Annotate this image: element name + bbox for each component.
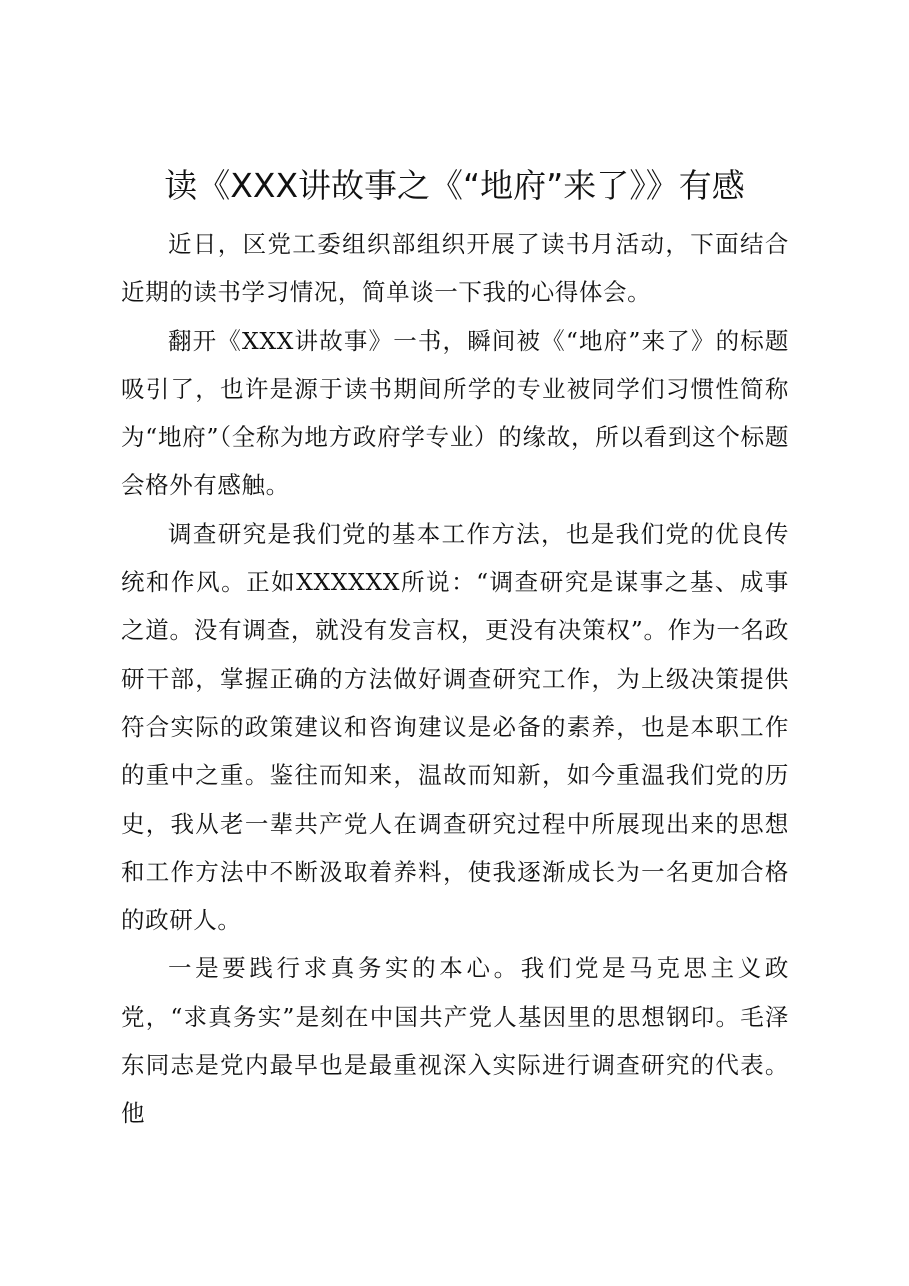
document-title: 读《XXX讲故事之《“地府”来了》》有感 (164, 166, 745, 205)
paragraph-2: 翻开《XXX讲故事》一书，瞬间被《“地府”来了》的标题吸引了，也许是源于读书期间所学的专业被同学们习惯性简称为“地府”（全称为地方政府学专业）的缘故，所以看到这个标题会格外有感触。 (121, 326, 789, 500)
paragraph-3: 调查研究是我们党的基本工作方法，也是我们党的优良传统和作风。正如XXXXXX所说：“调查研究是谋事之基、成事之道。没有调查，就没有发言权，更没有决策权”。作为一名政研干部，掌握正确的方法做好调查研究工作，为上级决策提供符合实际的政策建议和咨询建议是必备的素养，也是本职工作的重中之重。鉴往而知来，温故而知新，如今重温我们党的历史，我从老一辈共产党人在调查研究过程中所展现出来的思想和工作方法中不断汲取着养料，使我逐渐成长为一名更加合格的政研人。 (121, 519, 789, 935)
paragraph-1: 近日，区党工委组织部组织开展了读书月活动，下面结合近期的读书学习情况，简单谈一下我的心得体会。 (121, 230, 789, 307)
document-body (121, 220, 789, 1138)
paragraph-4: 一是要践行求真务实的本心。我们党是马克思主义政党，“求真务实”是刻在中国共产党人基因里的思想钢印。毛泽东同志是党内最早也是最重视深入实际进行调查研究的代表。他 (121, 954, 789, 1128)
